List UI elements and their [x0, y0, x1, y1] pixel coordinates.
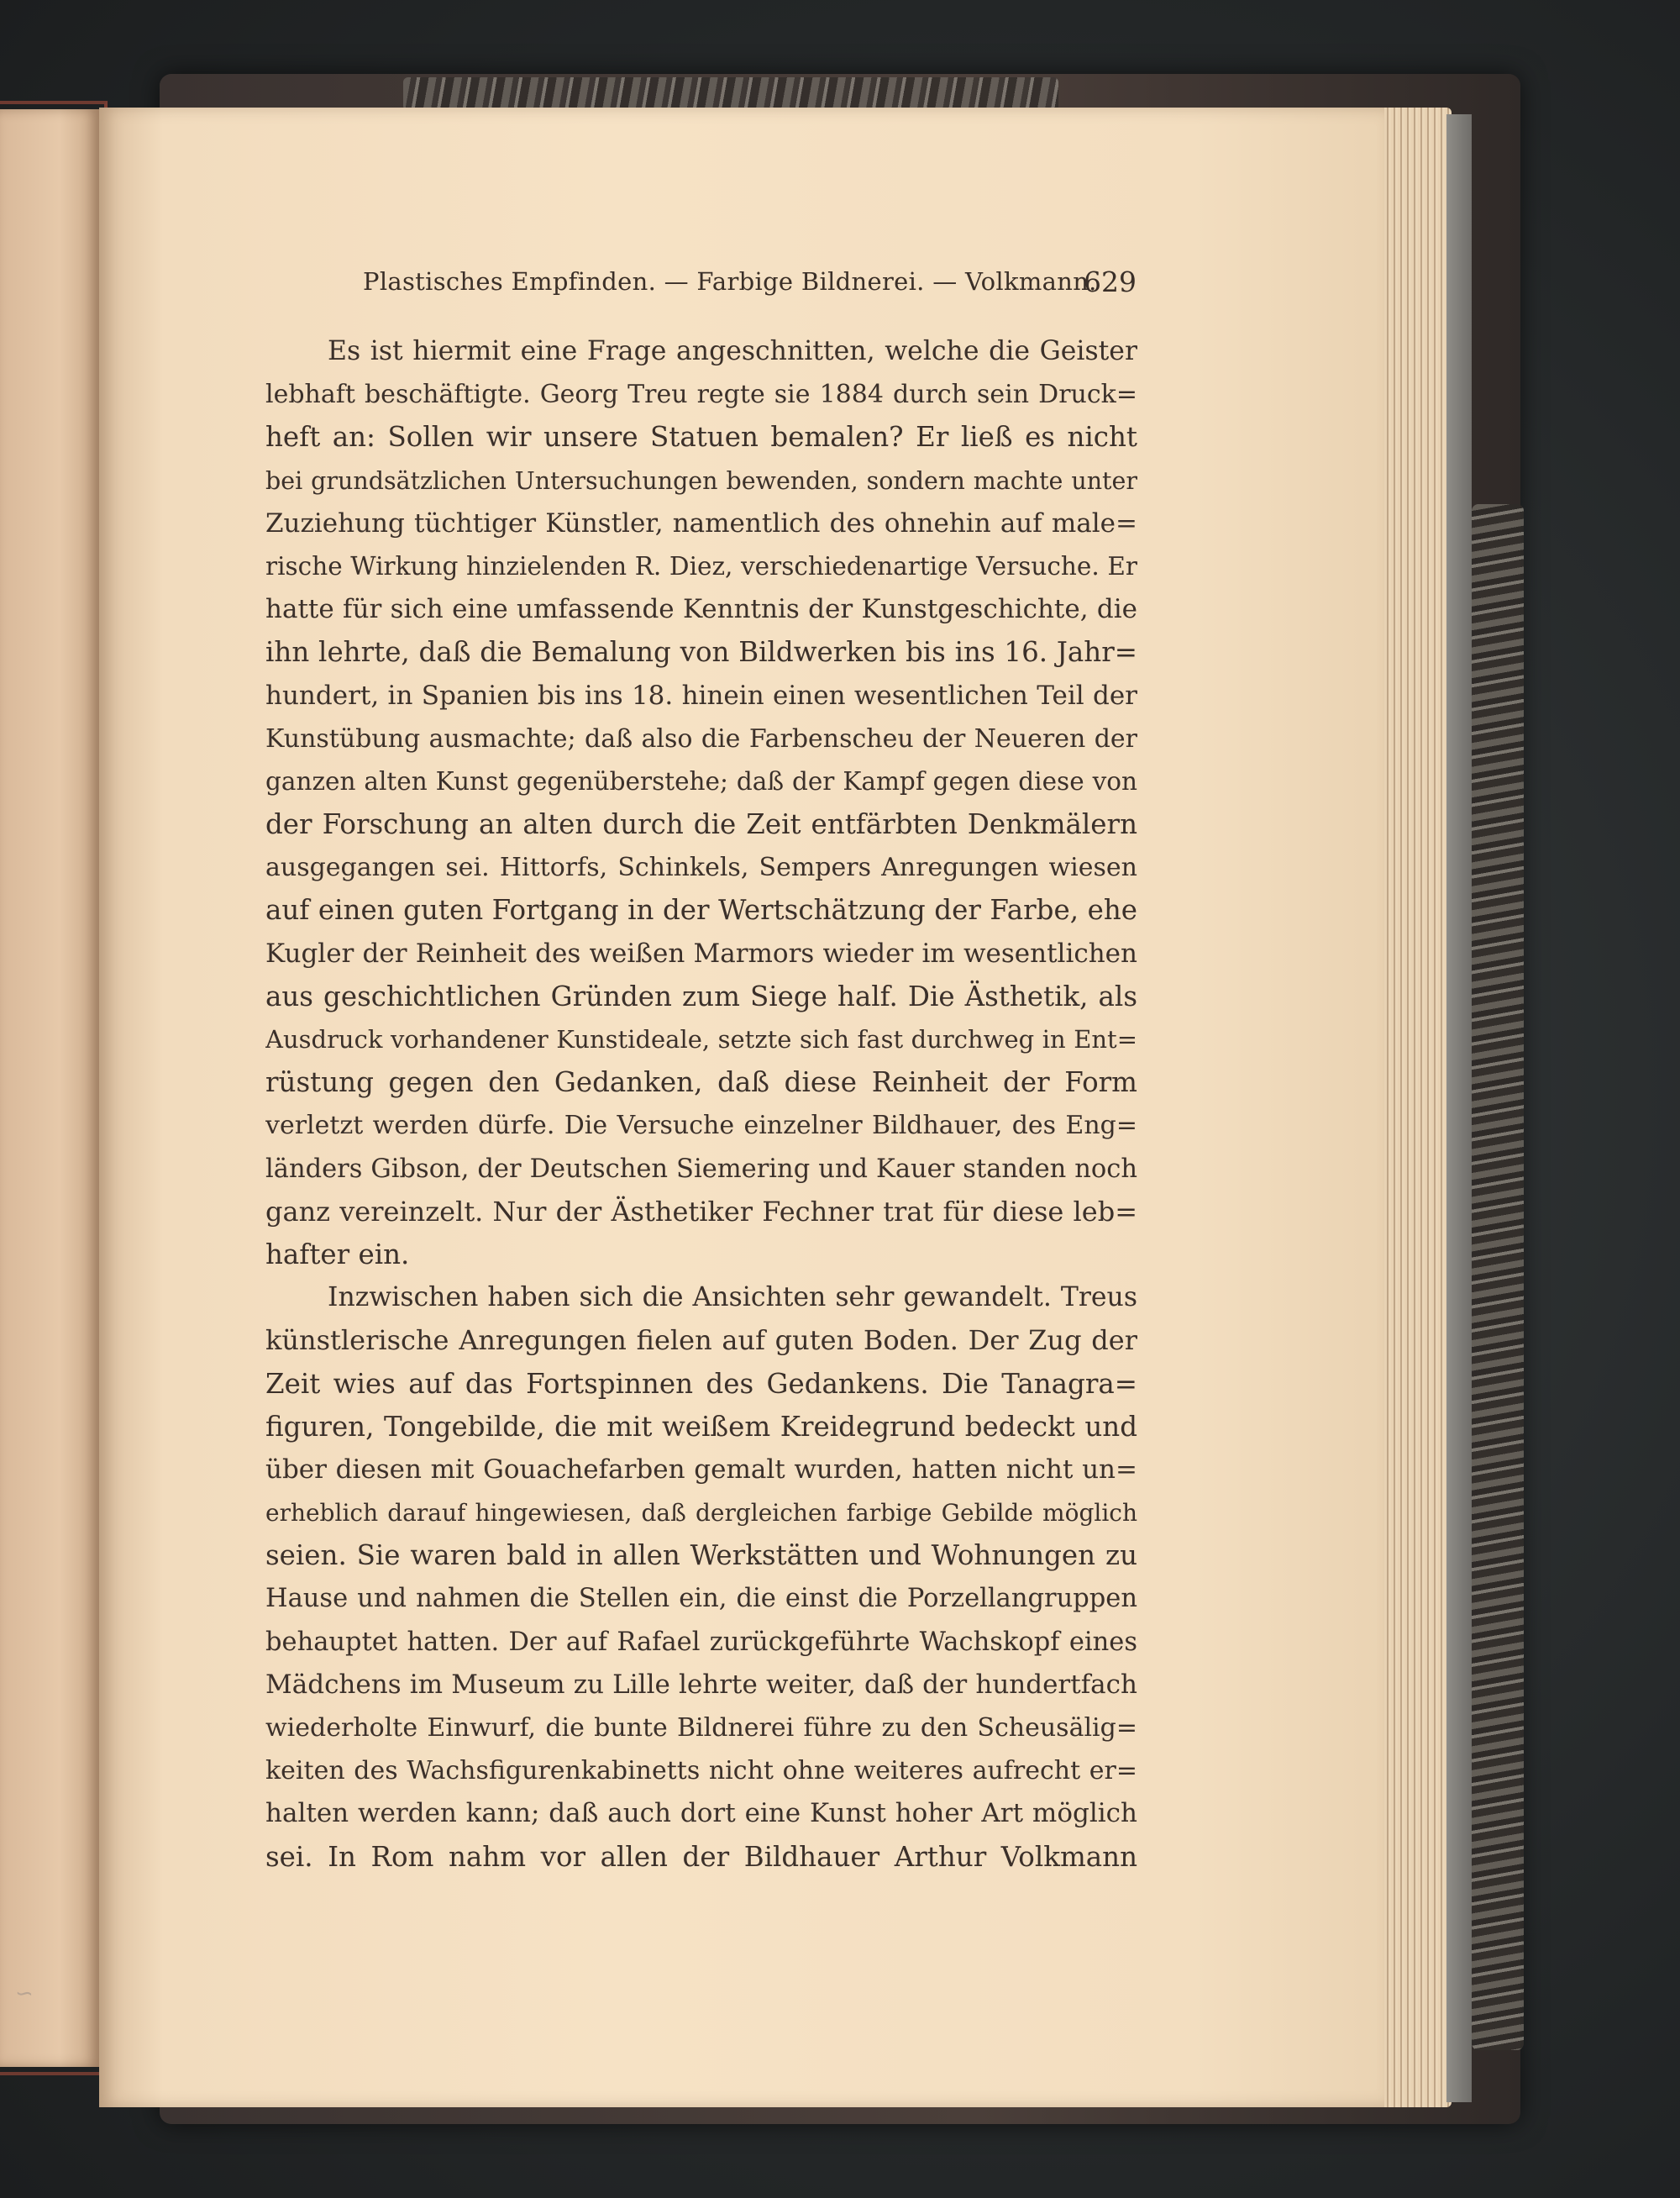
- text-line: bei grundsätzlichen Untersuchungen bewenden, sondern machte unter: [265, 466, 1137, 495]
- text-line: Kugler der Reinheit des weißen Marmors wieder im wesentlichen: [265, 938, 1137, 969]
- text-line: ihn lehrte, daß die Bemalung von Bildwerken bis ins 16. Jahr=: [265, 636, 1137, 669]
- text-line: künstlerische Anregungen fielen auf guten Boden. Der Zug der: [265, 1324, 1137, 1357]
- text-line: figuren, Tongebilde, die mit weißem Kreidegrund bedeckt und: [265, 1410, 1137, 1443]
- text-line: Zuziehung tüchtiger Künstler, namentlich des ohnehin auf male=: [265, 507, 1137, 539]
- text-line: ausgegangen sei. Hittorfs, Schinkels, Sempers Anregungen wiesen: [265, 853, 1137, 883]
- text-line: behauptet hatten. Der auf Rafael zurückgeführte Wachskopf eines: [265, 1627, 1137, 1657]
- text-line: Zeit wies auf das Fortspinnen des Gedankens. Die Tanagra=: [265, 1367, 1137, 1400]
- text-line: verletzt werden dürfe. Die Versuche einzelner Bildhauer, des Eng=: [265, 1111, 1137, 1141]
- cover-marbled-edge-side: [1472, 504, 1524, 2050]
- page-block-shadow: [1446, 114, 1472, 2102]
- left-page-mark: ∽: [15, 1981, 34, 2006]
- page-block-edges: [1378, 108, 1452, 2107]
- text-line: hundert, in Spanien bis ins 18. hinein einen wesentlichen Teil der: [265, 680, 1137, 711]
- text-line: wiederholte Einwurf, die bunte Bildnerei führe zu den Scheusälig=: [265, 1713, 1137, 1743]
- cover-marbled-edge-top: [403, 77, 1058, 111]
- text-line: seien. Sie waren bald in allen Werkstätten und Wohnungen zu: [265, 1539, 1137, 1572]
- running-head: Plastisches Empfinden. — Farbige Bildnerei. — Volkmann.: [363, 267, 1097, 296]
- text-line: Hause und nahmen die Stellen ein, die einst die Porzellangruppen: [265, 1584, 1137, 1614]
- text-line: Es ist hiermit eine Frage angeschnitten, welche die Geister: [328, 336, 1137, 366]
- text-line: keiten des Wachsfigurenkabinetts nicht ohne weiteres aufrecht er=: [265, 1756, 1137, 1786]
- text-line: rüstung gegen den Gedanken, daß diese Reinheit der Form: [265, 1066, 1137, 1099]
- text-line: lebhaft beschäftigte. Georg Treu regte sie 1884 durch sein Druck=: [265, 380, 1137, 410]
- text-line: über diesen mit Gouachefarben gemalt wurden, hatten nicht un=: [265, 1454, 1137, 1485]
- page-number: 629: [1084, 266, 1137, 298]
- text-line: Inzwischen haben sich die Ansichten sehr gewandelt. Treus: [328, 1282, 1137, 1313]
- text-line: aus geschichtlichen Gründen zum Siege half. Die Ästhetik, als: [265, 980, 1137, 1012]
- left-page-binding-edge: [0, 101, 108, 2075]
- text-line: hatte für sich eine umfassende Kenntnis der Kunstgeschichte, die: [265, 594, 1137, 625]
- text-line: Kunstübung ausmachte; daß also die Farbenscheu der Neueren der: [265, 723, 1137, 754]
- text-line: heft an: Sollen wir unsere Statuen bemalen? Er ließ es nicht: [265, 421, 1137, 454]
- text-line: rische Wirkung hinzielenden R. Diez, verschiedenartige Versuche. Er: [265, 551, 1137, 581]
- text-line: halten werden kann; daß auch dort eine Kunst hoher Art möglich: [265, 1798, 1137, 1829]
- text-line: Mädchens im Museum zu Lille lehrte weiter, daß der hundertfach: [265, 1669, 1137, 1700]
- text-line: auf einen guten Fortgang in der Wertschätzung der Farbe, ehe: [265, 894, 1137, 927]
- text-line: erheblich darauf hingewiesen, daß dergleichen farbige Gebilde möglich: [265, 1499, 1137, 1528]
- text-line: hafter ein.: [265, 1238, 410, 1270]
- text-line: sei. In Rom nahm vor allen der Bildhauer Arthur Volkmann: [265, 1840, 1137, 1873]
- body-text: [265, 330, 1137, 1879]
- text-line: länders Gibson, der Deutschen Siemering und Kauer standen noch: [265, 1154, 1137, 1184]
- text-line: ganz vereinzelt. Nur der Ästhetiker Fechner trat für diese leb=: [265, 1195, 1137, 1228]
- text-line: ganzen alten Kunst gegenüberstehe; daß der Kampf gegen diese von: [265, 766, 1137, 796]
- text-line: der Forschung an alten durch die Zeit entfärbten Denkmälern: [265, 808, 1137, 841]
- text-line: Ausdruck vorhandener Kunstideale, setzte sich fast durchweg in Ent=: [265, 1025, 1137, 1054]
